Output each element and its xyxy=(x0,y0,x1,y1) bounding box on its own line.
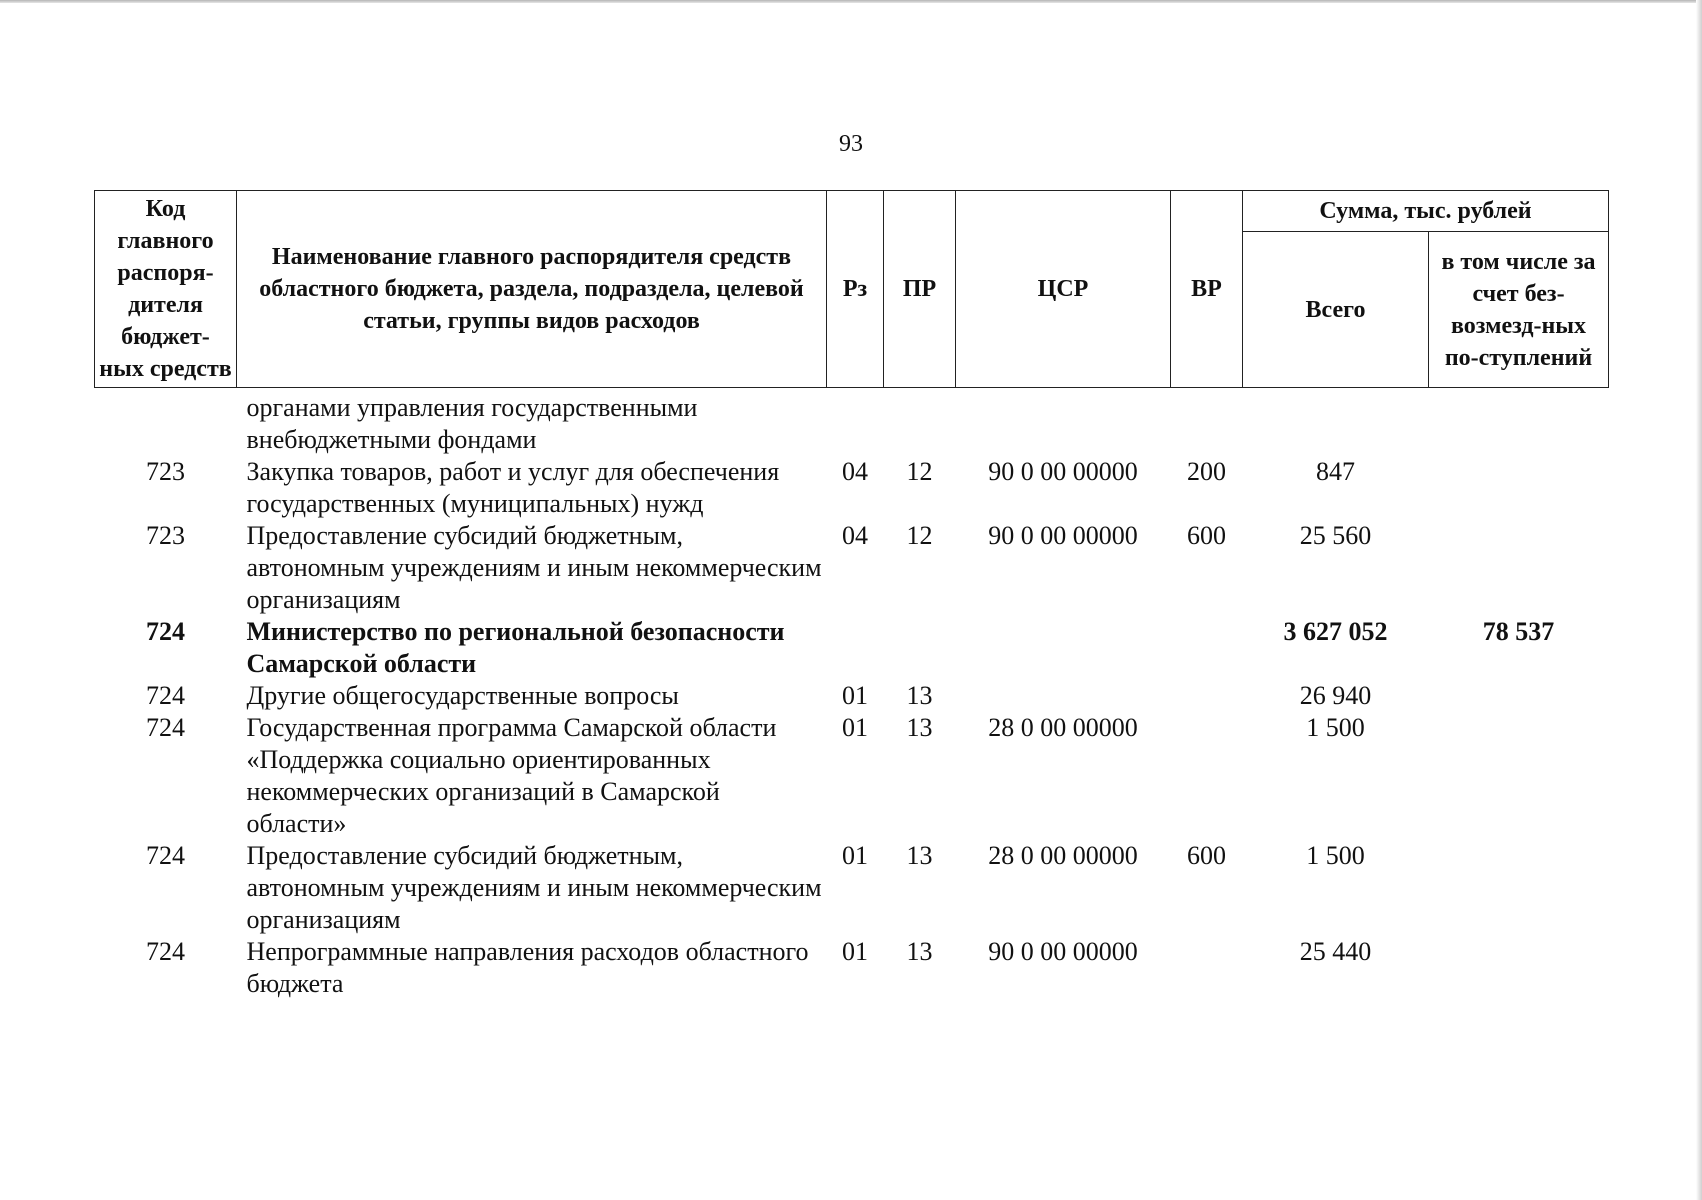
cell-kod: 724 xyxy=(146,681,185,710)
cell-rz xyxy=(827,616,884,680)
header-vr: ВР xyxy=(1171,191,1243,388)
cell-vr: 600 xyxy=(1187,521,1226,550)
cell-vr: 600 xyxy=(1187,841,1226,870)
cell-pr: 12 xyxy=(906,457,933,486)
cell-grant xyxy=(1429,680,1609,712)
cell-grant: 78 537 xyxy=(1482,617,1555,646)
table-row xyxy=(95,388,1609,457)
scan-right-edge xyxy=(1696,0,1702,1200)
header-kod: Код главного распоря-дителя бюджет-ных средств xyxy=(95,191,237,388)
cell-total xyxy=(1243,388,1429,457)
cell-csr xyxy=(956,388,1171,457)
table-body xyxy=(95,388,1609,1001)
cell-grant xyxy=(1429,520,1609,616)
header-name: Наименование главного распорядителя средств областного бюджета, раздела, подраздела, целевой статьи, группы видов расходов xyxy=(237,191,827,388)
cell-rz: 04 xyxy=(842,521,868,550)
cell-pr: 12 xyxy=(906,521,933,550)
cell-total: 1 500 xyxy=(1306,713,1365,742)
cell-kod xyxy=(95,388,237,457)
cell-csr xyxy=(956,616,1171,680)
cell-kod: 724 xyxy=(146,841,185,870)
cell-kod: 724 xyxy=(146,617,185,646)
header-grant: в том числе за счет без-возмезд-ных по-ступлений xyxy=(1429,232,1609,388)
cell-name: Другие общегосударственные вопросы xyxy=(246,681,679,710)
cell-kod: 723 xyxy=(146,457,185,486)
cell-vr xyxy=(1171,616,1243,680)
cell-grant xyxy=(1429,840,1609,936)
cell-csr: 90 0 00 00000 xyxy=(988,937,1138,966)
table-row xyxy=(95,520,1609,616)
cell-kod: 724 xyxy=(146,713,185,742)
cell-kod: 723 xyxy=(146,521,185,550)
table-row xyxy=(95,840,1609,936)
cell-vr xyxy=(1171,680,1243,712)
cell-rz xyxy=(827,388,884,457)
cell-kod: 724 xyxy=(146,937,185,966)
table-row xyxy=(95,936,1609,1000)
cell-csr xyxy=(956,680,1171,712)
cell-grant xyxy=(1429,456,1609,520)
cell-total: 3 627 052 xyxy=(1283,617,1388,646)
table-row xyxy=(95,712,1609,840)
cell-rz: 04 xyxy=(842,457,868,486)
cell-vr xyxy=(1171,388,1243,457)
cell-grant xyxy=(1429,712,1609,840)
cell-name: Предоставление субсидий бюджетным, автономным учреждениям и иным некоммерческим организациям xyxy=(246,521,822,614)
cell-name: Предоставление субсидий бюджетным, автономным учреждениям и иным некоммерческим организациям xyxy=(246,841,822,934)
cell-pr xyxy=(884,388,956,457)
header-csr: ЦСР xyxy=(956,191,1171,388)
cell-vr: 200 xyxy=(1187,457,1226,486)
cell-pr: 13 xyxy=(906,681,933,710)
header-pr: ПР xyxy=(884,191,956,388)
cell-total: 25 440 xyxy=(1299,937,1372,966)
header-sum: Сумма, тыс. рублей xyxy=(1243,191,1609,232)
cell-vr xyxy=(1171,712,1243,840)
cell-name: Непрограммные направления расходов областного бюджета xyxy=(246,937,809,998)
cell-name: Закупка товаров, работ и услуг для обеспечения государственных (муниципальных) нужд xyxy=(246,457,780,518)
cell-rz: 01 xyxy=(842,841,868,870)
cell-rz: 01 xyxy=(842,713,868,742)
header-rz: Рз xyxy=(827,191,884,388)
cell-pr xyxy=(884,616,956,680)
table-header xyxy=(95,191,1609,388)
cell-csr: 28 0 00 00000 xyxy=(988,713,1138,742)
cell-name: Государственная программа Самарской области «Поддержка социально ориентированных некоммерческих организаций в Самарской области» xyxy=(246,713,777,838)
cell-csr: 28 0 00 00000 xyxy=(988,841,1138,870)
cell-pr: 13 xyxy=(906,841,933,870)
scan-top-edge xyxy=(0,0,1702,3)
cell-name: Министерство по региональной безопасности Самарской области xyxy=(246,617,785,678)
header-total: Всего xyxy=(1243,232,1429,388)
budget-table xyxy=(94,190,1609,1000)
cell-total: 25 560 xyxy=(1299,521,1372,550)
table-row xyxy=(95,456,1609,520)
cell-pr: 13 xyxy=(906,937,933,966)
cell-pr: 13 xyxy=(906,713,933,742)
cell-name: органами управления государственными внебюджетными фондами xyxy=(246,393,698,454)
cell-total: 847 xyxy=(1316,457,1355,486)
table-row xyxy=(95,616,1609,680)
table-row xyxy=(95,680,1609,712)
cell-rz: 01 xyxy=(842,681,868,710)
cell-csr: 90 0 00 00000 xyxy=(988,457,1138,486)
page-number: 93 xyxy=(839,131,863,157)
cell-rz: 01 xyxy=(842,937,868,966)
cell-csr: 90 0 00 00000 xyxy=(988,521,1138,550)
cell-vr xyxy=(1171,936,1243,1000)
cell-total: 1 500 xyxy=(1306,841,1365,870)
cell-grant xyxy=(1429,388,1609,457)
cell-total: 26 940 xyxy=(1299,681,1372,710)
cell-grant xyxy=(1429,936,1609,1000)
